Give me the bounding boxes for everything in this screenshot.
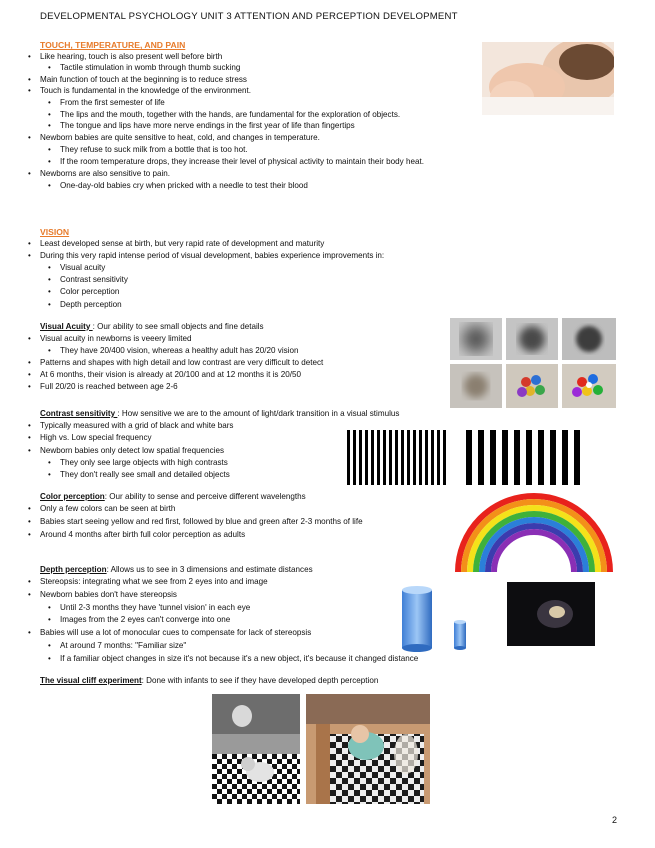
depth-bullet-1: • Stereopsis: integrating what we see from 2 eyes into and image: [26, 577, 268, 587]
touch-bullet-2: • Main function of touch at the beginning is to reduce stress: [26, 75, 247, 85]
touch-bullet-1: • Like hearing, touch is also present well before birth: [26, 52, 222, 62]
contrast-bullet-1: • Typically measured with a grid of black and white bars: [26, 421, 233, 431]
acuity-bullet-1: • Visual acuity in newborns is veeery limited: [26, 334, 191, 344]
touch-bullet-5: • Newborns are also sensitive to pain.: [26, 169, 170, 179]
depth-sub-3a: • At around 7 months: "Familiar size": [26, 641, 186, 651]
contrast-bullet-2: • High vs. Low special frequency: [26, 433, 152, 443]
page-number: 2: [611, 815, 617, 825]
contrast-sub-3a: • They only see large objects with high contrasts: [26, 458, 228, 468]
color-heading: Color perception: Our ability to sense and perceive different wavelengths: [40, 492, 306, 501]
acuity-bullet-3: • At 6 months, their vision is already at 20/100 and at 12 months it is 20/50: [26, 370, 301, 380]
touch-sub-4b: • If the room temperature drops, they increase their level of physical activity to maintain their body heat.: [26, 157, 424, 167]
visual-acuity-image-grid: [450, 318, 616, 408]
touch-sub-3c: • The tongue and lips have more nerve endings in the first year of life than fingertips: [26, 121, 355, 131]
high-frequency-grating: [347, 430, 447, 485]
cliff-heading: The visual cliff experiment: Done with infants to see if they have developed depth perception: [40, 676, 379, 685]
page-header: DEVELOPMENTAL PSYCHOLOGY UNIT 3 ATTENTION AND PERCEPTION DEVELOPMENT: [40, 11, 458, 22]
acuity-bullet-2: • Patterns and shapes with high detail and low contrast are very difficult to detect: [26, 358, 323, 368]
mother-baby-photo: [482, 42, 614, 115]
vision-item-color: • Color perception: [26, 287, 119, 297]
cylinders-image: [398, 584, 470, 652]
color-bullet-2: • Babies start seeing yellow and red first, followed by blue and green after 2-3 months of life: [26, 517, 363, 527]
depth-sub-2a: • Until 2-3 months they have 'tunnel vision' in each eye: [26, 603, 250, 613]
color-bullet-3: • Around 4 months after birth full color perception as adults: [26, 530, 245, 540]
depth-heading: Depth perception: Allows us to see in 3 dimensions and estimate distances: [40, 565, 313, 574]
dark-photo-image: [507, 582, 595, 646]
acuity-sub-1a: • They have 20/400 vision, whereas a healthy adult has 20/20 vision: [26, 346, 298, 356]
vision-item-acuity: • Visual acuity: [26, 263, 105, 273]
visual-cliff-photo-color: [306, 694, 430, 804]
vision-bullet-1: • Least developed sense at birth, but very rapid rate of development and maturity: [26, 239, 324, 249]
touch-sub-1a: • Tactile stimulation in womb through thumb sucking: [26, 63, 240, 73]
acuity-heading: Visual Acuity : Our ability to see small objects and fine details: [40, 322, 264, 331]
vision-item-contrast: • Contrast sensitivity: [26, 275, 128, 285]
contrast-bullet-3: • Newborn babies only detect low spatial frequencies: [26, 446, 224, 456]
touch-bullet-3: • Touch is fundamental in the knowledge of the environment.: [26, 86, 251, 96]
rainbow-image: [452, 486, 616, 572]
touch-sub-5a: • One-day-old babies cry when pricked with a needle to test their blood: [26, 181, 308, 191]
touch-sub-3a: • From the first semester of life: [26, 98, 165, 108]
color-bullet-1: • Only a few colors can be seen at birth: [26, 504, 175, 514]
depth-bullet-3: • Babies will use a lot of monocular cues to compensate for lack of stereopsis: [26, 628, 311, 638]
vision-item-depth: • Depth perception: [26, 300, 122, 310]
touch-sub-4a: • They refuse to suck milk from a bottle that is too hot.: [26, 145, 248, 155]
touch-sub-3b: • The lips and the mouth, together with the hands, are fundamental for the exploration of objects.: [26, 110, 400, 120]
visual-cliff-photo-bw: [212, 694, 300, 804]
vision-bullet-2: • During this very rapid intense period of visual development, babies experience improvements in:: [26, 251, 384, 261]
acuity-bullet-4: • Full 20/20 is reached between age 2-6: [26, 382, 178, 392]
depth-sub-2b: • Images from the 2 eyes can't converge into one: [26, 615, 230, 625]
depth-sub-3b: • If a familiar object changes in size it's not because it's a new object, it's because it changed distance: [26, 654, 418, 664]
contrast-sub-3b: • They don't really see small and detailed objects: [26, 470, 230, 480]
contrast-heading: Contrast sensitivity : How sensitive we are to the amount of light/dark transition in a visual stimulus: [40, 409, 400, 418]
low-frequency-grating: [466, 430, 584, 485]
depth-bullet-2: • Newborn babies don't have stereopsis: [26, 590, 177, 600]
touch-heading: TOUCH, TEMPERATURE, AND PAIN: [40, 40, 186, 50]
touch-bullet-4: • Newborn babies are quite sensitive to heat, cold, and changes in temperature.: [26, 133, 320, 143]
vision-heading: VISION: [40, 227, 70, 237]
